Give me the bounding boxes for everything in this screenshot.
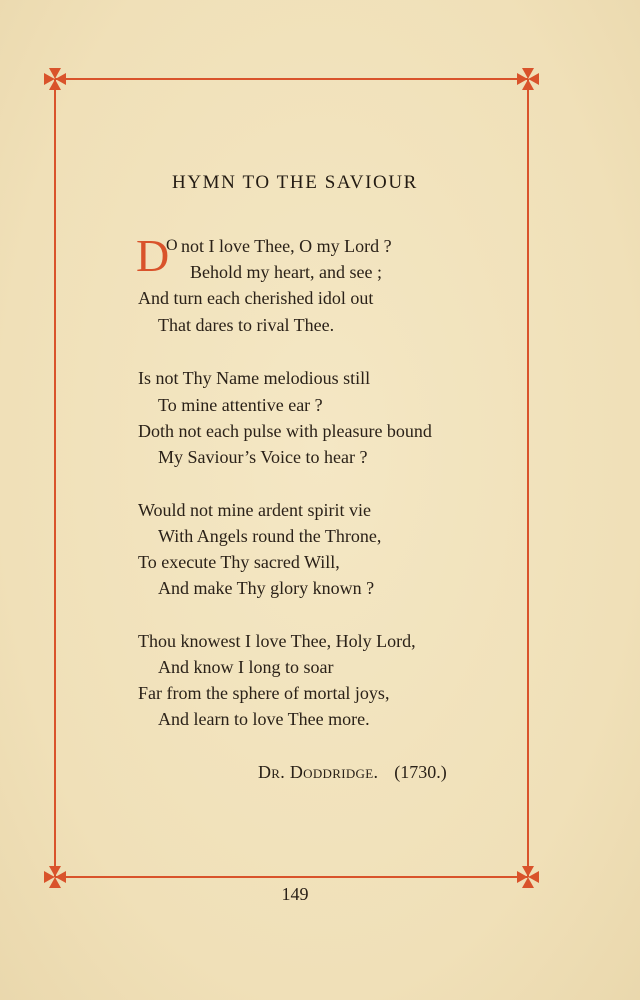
poem-line: And know I long to soar [158, 657, 334, 677]
poem-line: And learn to love Thee more. [158, 709, 370, 729]
poem-line: With Angels round the Throne, [158, 526, 382, 546]
poem-title: HYMN TO THE SAVIOUR [172, 172, 418, 193]
border-top [55, 78, 528, 80]
poem-line: Behold my heart, and see ; [190, 262, 382, 282]
poem-line: To mine attentive ear ? [158, 395, 323, 415]
cross-pattee-icon [43, 67, 67, 91]
poem-line: Would not mine ardent spirit vie [138, 500, 372, 520]
poem-line: That dares to rival Thee. [158, 315, 335, 335]
poem-line: And turn each cherished idol out [138, 288, 374, 308]
attribution [258, 762, 447, 783]
author-name: Dr. Doddridge. [258, 762, 379, 782]
page-number: 149 [281, 884, 309, 904]
cross-pattee-icon [516, 67, 540, 91]
poem-line: Is not Thy Name melodious still [138, 368, 371, 388]
border-bottom [55, 876, 528, 878]
poem-line: Thou knowest I love Thee, Holy Lord, [138, 631, 416, 651]
poem-line: Doth not each pulse with pleasure bound [138, 421, 432, 441]
drop-cap-rest: O [166, 237, 178, 254]
poem-line: Far from the sphere of mortal joys, [138, 683, 390, 703]
poem-line: And make Thy glory known ? [158, 578, 375, 598]
year: (1730.) [394, 762, 447, 782]
poem-line: not I love Thee, O my Lord ? [181, 236, 392, 256]
poem-line: My Saviour’s Voice to hear ? [158, 447, 368, 467]
border-left [54, 79, 56, 877]
drop-cap: D [136, 230, 170, 281]
poem-line: To execute Thy sacred Will, [138, 552, 340, 572]
border-right [527, 79, 529, 877]
